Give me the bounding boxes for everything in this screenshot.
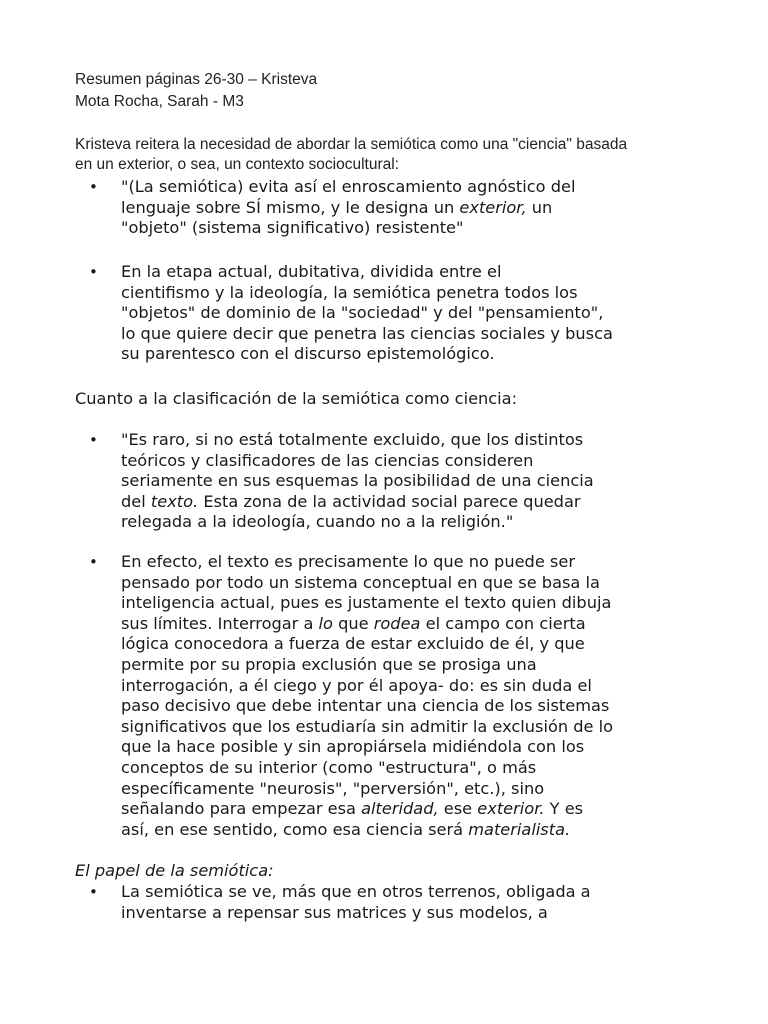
italic-span: alteridad, (361, 799, 439, 819)
bullet-symbol: • (89, 553, 98, 571)
text-line (121, 198, 693, 219)
italic-span: rodea (373, 613, 421, 633)
text-span: así, en ese sentido, como esa ciencia será (121, 819, 469, 839)
document-header (75, 69, 317, 113)
text-line: relegada a la ideología, cuando no a la religión." (121, 512, 514, 532)
text-line (121, 614, 693, 635)
bullet-text (121, 882, 693, 923)
bullet-text (121, 430, 693, 533)
text-line: En efecto, el texto es precisamente lo que no puede ser (121, 552, 575, 571)
intro-paragraph (75, 135, 725, 175)
section-heading-text: Cuanto a la clasificación de la semiótica como ciencia: (75, 389, 518, 408)
text-line: que la hace posible y sin apropiársela midiéndola con los (121, 737, 585, 757)
text-line: lógica conocedora a fuerza de estar excluido de él, y que (121, 634, 585, 654)
text-line: su parentesco con el discurso epistemológico. (121, 344, 495, 364)
text-line (121, 492, 693, 513)
bullet-symbol: • (89, 263, 98, 281)
text-span: sus límites. Interrogar a (121, 613, 319, 633)
text-line (121, 820, 693, 841)
section-heading (75, 389, 715, 410)
text-span: el campo con cierta (420, 613, 586, 633)
text-line: inteligencia actual, pues es justamente el texto quien dibuja (121, 593, 612, 613)
header-title: Resumen páginas 26-30 – Kristeva (75, 71, 318, 88)
text-span: un (526, 197, 553, 217)
text-span: señalando para empezar esa (121, 799, 362, 819)
bullet-text (121, 177, 693, 239)
text-line: lo que quiere decir que penetra las ciencias sociales y busca (121, 323, 613, 343)
text-span: Y es (544, 799, 584, 819)
italic-span: exterior. (477, 799, 545, 819)
text-line: cientifismo y la ideología, la semiótica penetra todos los (121, 282, 578, 302)
italic-span: lo (318, 613, 333, 633)
bullet-symbol: • (89, 178, 98, 196)
bullet-text (121, 262, 693, 365)
text-line (121, 799, 693, 820)
text-line: "Es raro, si no está totalmente excluido, que los distintos (121, 430, 584, 449)
section-heading-text: El papel de la semiótica: (75, 861, 274, 880)
text-span: lenguaje sobre SÍ mismo, y le designa un (121, 197, 460, 217)
bullet-symbol: • (89, 431, 98, 449)
text-line: teóricos y clasificadores de las ciencias consideren (121, 450, 534, 470)
text-line: pensado por todo un sistema conceptual en que se basa la (121, 572, 600, 592)
text-line: paso decisivo que debe intentar una ciencia de los sistemas (121, 696, 610, 716)
bullet-text (121, 552, 693, 840)
text-line: interrogación, a él ciego y por él apoya- do: es sin duda el (121, 675, 592, 695)
section-heading (75, 861, 715, 882)
bullet-symbol: • (89, 883, 98, 901)
text-line: seriamente en sus esquemas la posibilidad de una ciencia (121, 471, 594, 491)
italic-span: materialista. (468, 819, 571, 839)
text-line: "objeto" (sistema significativo) resistente" (121, 218, 464, 238)
header-author: Mota Rocha, Sarah - M3 (75, 93, 244, 110)
text-line: conceptos de su interior (como "estructura", o más (121, 757, 537, 777)
italic-span: exterior, (459, 197, 527, 217)
text-line: permite por su propia exclusión que se prosiga una (121, 654, 537, 674)
text-line: En la etapa actual, dubitativa, dividida entre el (121, 262, 502, 281)
text-span: que (332, 613, 374, 633)
intro-line: en un exterior, o sea, un contexto sociocultural: (75, 156, 399, 173)
text-line: "objetos" de dominio de la "sociedad" y del "pensamiento", (121, 303, 604, 323)
text-span: ese (438, 799, 478, 819)
text-line: La semiótica se ve, más que en otros terrenos, obligada a (121, 882, 591, 901)
text-line: específicamente "neurosis", "perversión", etc.), sino (121, 778, 545, 798)
italic-span: texto. (150, 491, 199, 511)
intro-line: Kristeva reitera la necesidad de abordar la semiótica como una "ciencia" basada (75, 136, 628, 153)
text-span: Esta zona de la actividad social parece quedar (198, 491, 581, 511)
text-line: inventarse a repensar sus matrices y sus modelos, a (121, 902, 548, 922)
text-span: del (121, 491, 151, 511)
text-line: "(La semiótica) evita así el enroscamiento agnóstico del (121, 177, 576, 196)
text-line: significativos que los estudiaría sin admitir la exclusión de lo (121, 716, 614, 736)
